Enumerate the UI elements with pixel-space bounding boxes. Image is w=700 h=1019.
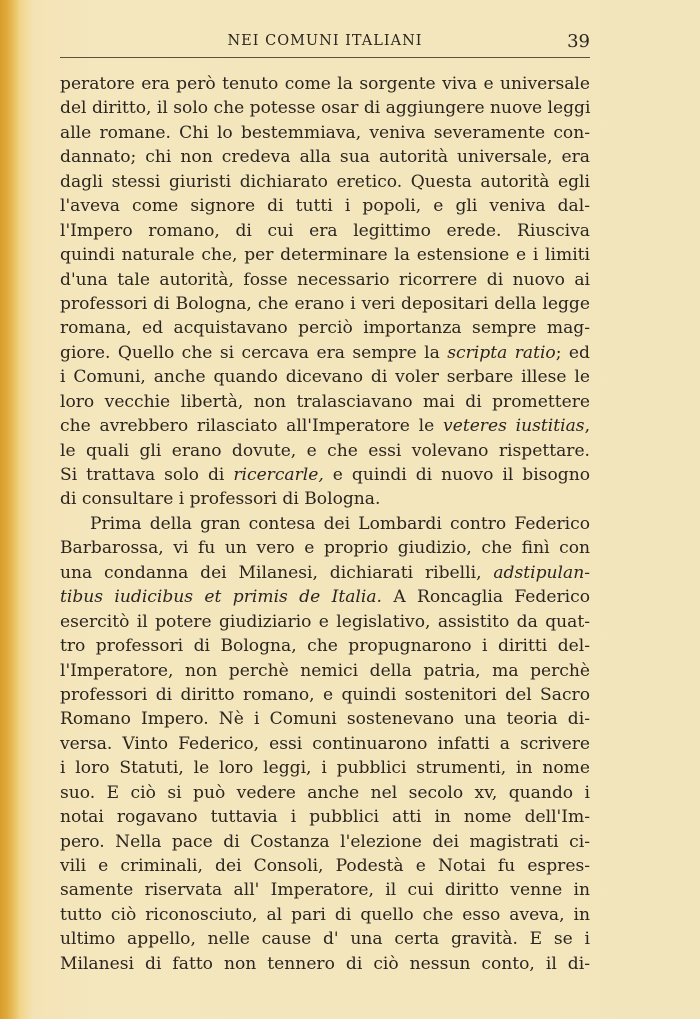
running-title: NEI COMUNI ITALIANI xyxy=(227,33,423,49)
text-run: pero. Nella pace di Costanza l'elezione dei magistrati ci- xyxy=(60,831,590,852)
text-line xyxy=(60,634,590,658)
text-run: notai rogavano tuttavia i pubblici atti in nome dell'Im- xyxy=(60,807,590,828)
text-run: tutto ciò riconosciuto, al pari di quello che esso aveva, in xyxy=(60,904,590,925)
text-run: quindi naturale che, per determinare la estensione e i limiti xyxy=(60,245,590,266)
text-run: una condanna dei Milanesi, dichiarati ribelli, xyxy=(60,562,494,583)
text-run: Milanesi di fatto non tennero di ciò nessun conto, il di- xyxy=(60,953,590,974)
text-run: di consultare i professori di Bologna. xyxy=(60,489,381,510)
text-run: vili e criminali, dei Consoli, Podestà e Notai fu espres- xyxy=(60,856,590,876)
text-line xyxy=(60,707,590,731)
italic-phrase: tibus iudicibus et primis de Italia. xyxy=(60,587,382,608)
text-line xyxy=(60,683,590,707)
text-line xyxy=(60,121,590,145)
text-line xyxy=(60,72,590,96)
text-run: del diritto, il solo che potesse osar di aggiungere nuove leggi xyxy=(60,98,591,119)
text-line xyxy=(60,292,590,316)
text-line xyxy=(60,878,590,902)
text-run: giore. Quello che si cercava era sempre la xyxy=(60,342,448,363)
text-line xyxy=(60,781,590,805)
text-line xyxy=(60,463,590,487)
body-text xyxy=(60,72,590,976)
text-line xyxy=(60,219,590,243)
text-run: professori di Bologna, che erano i veri depositari della legge xyxy=(60,293,590,314)
text-run: Romano Impero. Nè i Comuni sostenevano una teoria di- xyxy=(60,709,590,730)
text-line xyxy=(60,805,590,829)
text-run: professori di diritto romano, e quindi sostenitori del Sacro xyxy=(60,684,590,705)
text-line xyxy=(60,170,590,194)
text-line xyxy=(60,341,590,365)
text-run: esercitò il potere giudiziario e legislativo, assistito da quat- xyxy=(60,611,590,632)
text-run: romana, ed acquistavano perciò importanza sempre mag- xyxy=(60,318,590,339)
text-run: peratore era però tenuto come la sorgente viva e universale xyxy=(60,74,590,94)
text-run: ultimo appello, nelle cause d' una certa gravità. E se i xyxy=(60,929,590,950)
text-line xyxy=(60,439,590,463)
text-line xyxy=(60,414,590,438)
text-line xyxy=(60,145,590,169)
text-line xyxy=(60,903,590,927)
italic-phrase: scripta ratio xyxy=(447,342,556,363)
text-line xyxy=(60,585,590,609)
text-run: Barbarossa, vi fu un vero e proprio giudizio, che finì con xyxy=(60,538,590,559)
text-run: alle romane. Chi lo bestemmiava, veniva severamente con- xyxy=(60,122,590,143)
text-line xyxy=(60,268,590,292)
italic-phrase: ricercarle, xyxy=(233,465,324,485)
text-run: i loro Statuti, le loro leggi, i pubblici strumenti, in nome xyxy=(60,758,590,779)
text-line xyxy=(60,610,590,634)
text-run: suo. E ciò si può vedere anche nel secolo xv, quando i xyxy=(60,782,590,803)
text-line xyxy=(60,732,590,756)
text-run: A Roncaglia Federico xyxy=(381,587,590,608)
text-line xyxy=(60,365,590,389)
text-run: loro vecchie libertà, non tralasciavano mai di promettere xyxy=(60,391,590,412)
text-run: Si trattava solo di xyxy=(60,465,234,485)
text-run: , xyxy=(584,416,590,437)
text-run: samente riservata all' Imperatore, il cui diritto venne in xyxy=(60,880,590,901)
text-line xyxy=(60,487,590,511)
italic-phrase: veteres iustitias xyxy=(443,416,585,437)
page-spine-shadow xyxy=(0,0,20,1019)
text-run: dagli stessi giuristi dichiarato eretico. Questa autorità egli xyxy=(60,171,590,192)
page-header xyxy=(60,31,590,55)
text-run: ; ed xyxy=(555,342,590,363)
text-line xyxy=(60,952,590,976)
text-run: d'una tale autorità, fosse necessario ricorrere di nuovo ai xyxy=(60,269,590,290)
italic-phrase: adstipulan- xyxy=(493,562,590,583)
text-run: che avrebbero rilasciato all'Imperatore le xyxy=(60,416,444,437)
text-run: l'aveva come signore di tutti i popoli, e gli veniva dal- xyxy=(60,196,590,217)
text-line xyxy=(60,194,590,218)
text-run: dannato; chi non credeva alla sua autorità universale, era xyxy=(60,147,590,168)
text-line xyxy=(60,243,590,267)
text-run: i Comuni, anche quando dicevano di voler serbare illese le xyxy=(60,367,590,388)
text-run: e quindi di nuovo il bisogno xyxy=(323,465,590,485)
text-line xyxy=(60,927,590,951)
header-rule xyxy=(60,57,590,58)
text-run: Prima della gran contesa dei Lombardi contro Federico xyxy=(90,513,590,534)
text-line xyxy=(60,390,590,414)
text-run: le quali gli erano dovute, e che essi volevano rispettare. xyxy=(60,440,590,461)
text-line xyxy=(60,96,590,120)
text-line xyxy=(60,561,590,585)
page-number: 39 xyxy=(567,31,590,52)
text-run: tro professori di Bologna, che propugnarono i diritti del- xyxy=(60,636,590,657)
text-line xyxy=(60,854,590,878)
text-run: l'Impero romano, di cui era legittimo erede. Riusciva xyxy=(60,220,590,241)
text-run: l'Imperatore, non perchè nemici della patria, ma perchè xyxy=(60,660,590,681)
text-line xyxy=(60,830,590,854)
text-line xyxy=(60,512,590,536)
text-line xyxy=(60,536,590,560)
text-line xyxy=(60,659,590,683)
text-line xyxy=(60,756,590,780)
text-line xyxy=(60,316,590,340)
text-run: versa. Vinto Federico, essi continuarono infatti a scrivere xyxy=(60,733,590,754)
